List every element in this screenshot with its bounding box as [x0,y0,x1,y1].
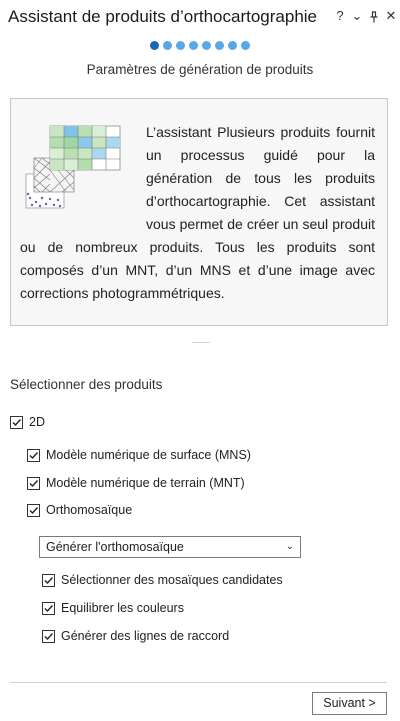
footer-divider [10,682,387,683]
orthomapping-products-illustration [20,122,138,222]
step-dot [241,41,250,50]
help-button[interactable]: ? [336,8,344,23]
candidates-checkbox[interactable] [42,574,55,587]
window-title: Assistant de produits d’orthocartographie [8,7,318,26]
step-dot [215,41,224,50]
product-mnt-checkbox[interactable] [27,477,40,490]
checkmark-icon [28,478,39,489]
seamlines-option[interactable] [42,627,229,645]
candidates-label: Sélectionner des mosaïques candidates [61,573,283,587]
pin-button[interactable] [367,6,381,26]
product-2d-option[interactable] [10,413,45,431]
product-ortho-checkbox[interactable] [27,504,40,517]
product-2d-checkbox[interactable] [10,416,23,429]
info-panel-text: L’assistant Plusieurs produits fournit un processus guidé pour la génération de tous les produits d’orthocartographie. Cet assistant vous permet de créer un seul produit ou de nombreux produits. Tous les produits sont composés d’un MNT, d’un MNS et d’une image avec corrections photogrammétriques. [20,124,375,301]
orthomosaic-mode-value: Générer l'orthomosaïque [46,540,184,554]
color-balance-option[interactable] [42,599,184,617]
checkmark-icon [43,603,54,614]
step-dot [202,41,211,50]
options-menu-button[interactable]: ⌄ [351,8,363,23]
products-section-title: Sélectionner des produits [10,377,163,392]
product-2d-label: 2D [29,415,45,429]
orthomosaic-mode-select[interactable] [39,536,301,558]
product-mns-option[interactable] [27,446,251,464]
color-balance-checkbox[interactable] [42,602,55,615]
pin-icon [369,11,379,23]
title-bar [0,0,400,34]
checkmark-icon [43,631,54,642]
step-dot [150,41,159,50]
product-mns-label: Modèle numérique de surface (MNS) [46,448,251,462]
product-ortho-label: Orthomosaïque [46,503,133,517]
checkmark-icon [28,505,39,516]
product-mnt-label: Modèle numérique de terrain (MNT) [46,476,245,490]
product-ortho-option[interactable] [27,501,132,519]
checkmark-icon [43,575,54,586]
checkmark-icon [11,417,22,428]
step-dot [228,41,237,50]
product-mnt-option[interactable] [27,474,245,492]
checkmark-icon [28,450,39,461]
step-indicator [0,41,400,53]
seamlines-label: Générer des lignes de raccord [61,629,230,643]
step-dot [163,41,172,50]
close-button[interactable]: ✕ [385,8,397,23]
seamlines-checkbox[interactable] [42,630,55,643]
panel-resize-grip[interactable] [192,342,210,343]
product-mns-checkbox[interactable] [27,449,40,462]
info-panel-content [20,121,375,305]
step-dot [189,41,198,50]
step-subtitle: Paramètres de génération de produits [86,62,314,77]
next-button[interactable]: Suivant > [312,692,387,715]
color-balance-label: Equilibrer les couleurs [61,601,184,615]
candidates-option[interactable] [42,571,283,589]
step-dot [176,41,185,50]
chevron-down-icon: ⌄ [285,541,294,552]
